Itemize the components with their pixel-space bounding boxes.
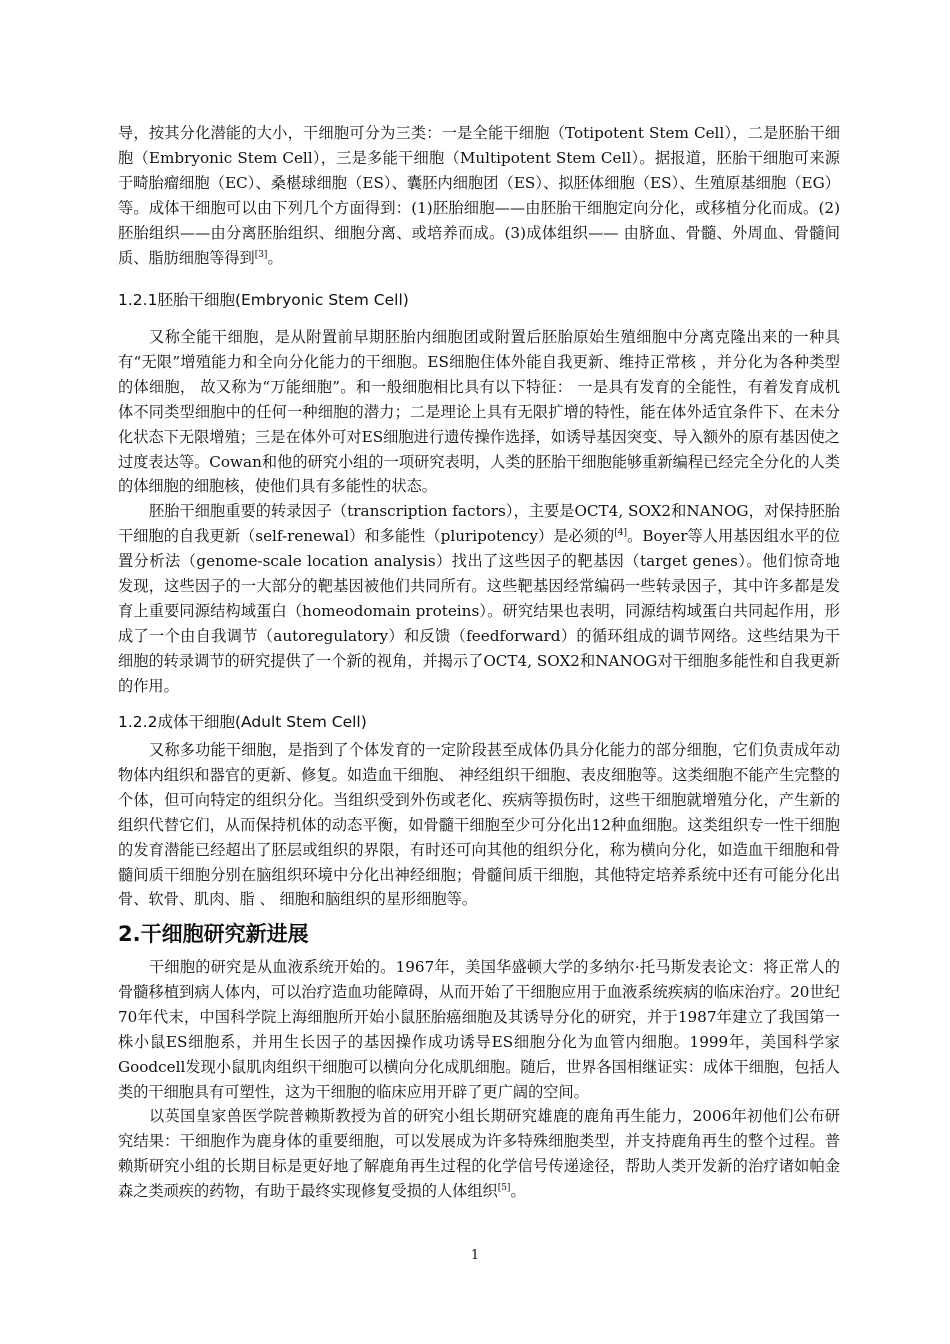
- progress-paragraph-2-text-b: 。: [510, 1182, 526, 1201]
- intro-tail: 。: [267, 248, 283, 267]
- progress-paragraph-2-text-a: 以英国皇家兽医学院普赖斯教授为首的研究小组长期研究雄鹿的鹿角再生能力，2006年初他们公布研究结果：干细胞作为鹿身体的重要细胞，可以发展成为许多特殊细胞类型，并支持鹿角再生的整个过程。普赖斯研究小组的长期目标是更好地了解鹿角再生过程的化学信号传递途径，帮助人类开发新的治疗诸如帕金森之类顽疾的药物，有助于最终实现修复受损的人体组织: [118, 1107, 840, 1201]
- adult-paragraph-1: 又称多功能干细胞，是指到了个体发育的一定阶段甚至成体仍具分化能力的部分细胞，它们负责成年动物体内组织和器官的更新、修复。如造血干细胞、 神经组织干细胞、表皮细胞等。这类细胞不能产生完整的个体，但可向特定的组织分化。当组织受到外伤或老化、疾病等损伤时，这些干细胞就增殖分化，产生新的组织代替它们，从而保持机体的动态平衡，如骨髓干细胞至少可分化出12种血细胞。这类组织专一性干细胞的发育潜能已经超出了胚层或组织的界限，有时还可向其他的组织分化，称为横向分化，如造血干细胞和骨髓间质干细胞分别在脑组织环境中分化出神经细胞；骨髓间质干细胞，其他特定培养系统中还有可能分化出骨、软骨、肌肉、脂 、 细胞和脑组织的星形细胞等。: [118, 741, 840, 909]
- progress-section-body: [118, 955, 840, 1204]
- embryonic-paragraph-2-text-b: 。Boyer等人用基因组水平的位置分析法（genome-scale location analysis）找出了这些因子的靶基因（target genes）。他们惊奇地发现，这些因子的一大部分的靶基因被他们共同所有。这些靶基因经常编码一些转录因子，其中许多都是发育上重要同源结构域蛋白（homeodomain proteins）。研究结果也表明，同源结构域蛋白共同起作用，形成了一个由自我调节（autoregulatory）和反馈（feedforward）的循环组成的调节网络。这些结果为干细胞的转录调节的研究提供了一个新的视角，并揭示了OCT4, SOX2和NANOG对干细胞多能性和自我更新的作用。: [118, 527, 840, 695]
- page-number: 1: [470, 1248, 480, 1263]
- embryonic-paragraph-2: [118, 499, 840, 698]
- heading-stem-cell-progress: 2.干细胞研究新进展: [118, 922, 309, 946]
- heading-embryonic-stem-cell: 1.2.1胚胎干细胞(Embryonic Stem Cell): [118, 291, 409, 309]
- embryonic-paragraph-2-text-a: 胚胎干细胞重要的转录因子（transcription factors），主要是OCT4, SOX2和NANOG，对保持胚胎干细胞的自我更新（self-renewal）和多能性（pluripotency）是必须的: [118, 502, 840, 546]
- intro-text: 导，按其分化潜能的大小，干细胞可分为三类：一是全能干细胞（Totipotent Stem Cell），二是胚胎干细胞（Embryonic Stem Cell），三是多能干细胞（Multipotent Stem Cell）。据报道，胚胎干细胞可来源于畸胎瘤细胞（EC）、桑椹球细胞（ES）、囊胚内细胞团（ES）、拟胚体细胞（ES）、生殖原基细胞（EG）等。成体干细胞可以由下列几个方面得到：(1)胚胎细胞——由胚胎干细胞定向分化，或移植分化而成。(2)胚胎组织——由分离胚胎组织、细胞分离、或培养而成。(3)成体组织—— 由脐血、骨髓、外周血、骨髓间质、脂肪细胞等得到: [118, 124, 840, 267]
- embryonic-paragraph-1: 又称全能干细胞，是从附置前早期胚胎内细胞团或附置后胚胎原始生殖细胞中分离克隆出来的一种具有“无限”增殖能力和全向分化能力的干细胞。ES细胞住体外能自我更新、维持正常核 ，并分化为各种类型的体细胞， 故又称为“万能细胞”。和一般细胞相比具有以下特征： 一是具有发育的全能性，有着发育成机体不同类型细胞中的任何一种细胞的潜力；二是理论上具有无限扩增的特性，能在体外适宜条件下、在未分化状态下无限增殖；三是在体外可对ES细胞进行遗传操作选择，如诱导基因突变、导入额外的原有基因使之过度表达等。Cowan和他的研究小组的一项研究表明，人类的胚胎干细胞能够重新编程已经完全分化的人类的体细胞的细胞核，使他们具有多能性的状态。: [118, 328, 840, 496]
- intro-paragraph: [118, 121, 840, 270]
- embryonic-section-body: [118, 325, 840, 699]
- progress-paragraph-1: 干细胞的研究是从血液系统开始的。1967年，美国华盛顿大学的多纳尔·托马斯发表论文：将正常人的骨髓移植到病人体内，可以治疗造血功能障碍，从而开始了干细胞应用于血液系统疾病的临床治疗。20世纪70年代末，中国科学院上海细胞所开始小鼠胚胎癌细胞及其诱导分化的研究，并于1987年建立了我国第一株小鼠ES细胞系，并用生长因子的基因操作成功诱导ES细胞分化为血管内细胞。1999年，美国科学家Goodcell发现小鼠肌肉组织干细胞可以横向分化成肌细胞。随后，世界各国相继证实：成体干细胞，包括人类的干细胞具有可塑性，这为干细胞的临床应用开辟了更广阔的空间。: [118, 958, 840, 1101]
- citation-3: [3]: [254, 249, 268, 260]
- progress-paragraph-2: [118, 1104, 840, 1204]
- heading-adult-stem-cell: 1.2.2成体干细胞(Adult Stem Cell): [118, 713, 367, 731]
- citation-5: [5]: [497, 1183, 511, 1194]
- citation-4: [4]: [614, 528, 628, 539]
- adult-section-body: [118, 738, 840, 912]
